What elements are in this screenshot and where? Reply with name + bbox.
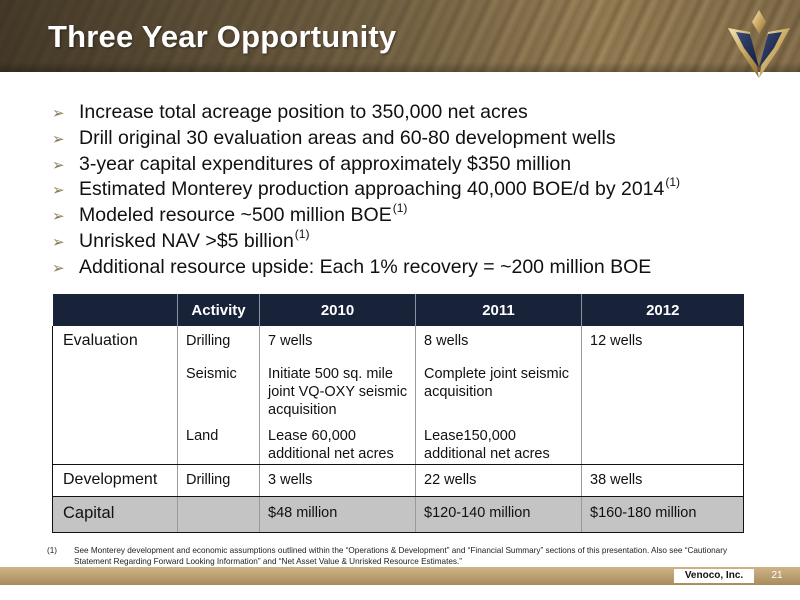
bullet-item: [52, 153, 772, 179]
bullet-item: [52, 175, 772, 204]
header-cell-blank: [53, 294, 178, 326]
page-number: 21: [771, 570, 783, 581]
footnote-ref: (1): [392, 201, 408, 216]
bullet-item: [52, 127, 772, 153]
company-name: Venoco, Inc.: [674, 569, 754, 583]
header-cell-activity: Activity: [178, 294, 260, 326]
cell-2010: Lease 60,000 additional net acres: [260, 422, 416, 464]
activity-cell: Drilling: [178, 326, 260, 360]
arrow-bullet-icon: ➢: [52, 105, 65, 122]
footnote-ref: (1): [665, 175, 681, 190]
bullet-text: Drill original 30 evaluation areas and 60-80 development wells: [79, 126, 616, 149]
activity-table: [52, 294, 744, 533]
bullet-text: Unrisked NAV >$5 billion: [79, 229, 294, 252]
table-row: [53, 326, 744, 360]
activity-cell: Seismic: [178, 360, 260, 422]
bullet-item: [52, 226, 772, 256]
bullet-item: [52, 256, 772, 282]
arrow-bullet-icon: ➢: [52, 233, 65, 251]
header-cell-2012: 2012: [582, 294, 744, 326]
cell-2011: Lease150,000 additional net acres: [416, 422, 582, 464]
footnote-ref: (1): [294, 226, 310, 241]
row-label-evaluation: Evaluation: [53, 326, 178, 360]
cell-2010: 7 wells: [260, 326, 416, 360]
table-row: [53, 422, 744, 464]
cell-2010: 3 wells: [260, 464, 416, 496]
activity-cell: Land: [178, 422, 260, 464]
table-row-capital: [53, 496, 744, 532]
cell-2012: $160-180 million: [582, 496, 744, 532]
bullet-list: [52, 101, 772, 282]
cell-2012: [582, 422, 744, 464]
arrow-bullet-icon: ➢: [52, 130, 65, 148]
footnote-text: See Monterey development and economic assumptions outlined within the “Operations & Development” and “Financial Summary” sections of this presentation. Also see “Cautionary Statement Regarding Forward Looking Information” and “Net Asset Value & Unrisked Resource Estimates.”: [74, 546, 728, 566]
bullet-text: Modeled resource ~500 million BOE: [79, 204, 392, 227]
venoco-v-logo-icon: [726, 6, 792, 92]
cell-2011: 22 wells: [416, 464, 582, 496]
cell-2012: [582, 360, 744, 422]
header-cell-2011: 2011: [416, 294, 582, 326]
footnote-marker: (1): [47, 546, 58, 555]
activity-cell: [178, 496, 260, 532]
activity-cell: Drilling: [178, 464, 260, 496]
header-cell-2010: 2010: [260, 294, 416, 326]
arrow-bullet-icon: ➢: [52, 259, 65, 277]
table-row: [53, 464, 744, 496]
cell-2010: $48 million: [260, 496, 416, 532]
row-label-empty: [53, 360, 178, 422]
table-header-row: [53, 294, 744, 326]
arrow-bullet-icon: ➢: [52, 182, 65, 200]
bullet-item: [52, 101, 772, 127]
bullet-text: Increase total acreage position to 350,000 net acres: [79, 101, 528, 123]
arrow-bullet-icon: ➢: [52, 156, 65, 174]
bullet-text: Additional resource upside: Each 1% recovery = ~200 million BOE: [79, 255, 652, 278]
arrow-bullet-icon: ➢: [52, 208, 65, 226]
row-label-empty: [53, 422, 178, 464]
table-row: [53, 360, 744, 422]
cell-2011: $120-140 million: [416, 496, 582, 532]
cell-2011: 8 wells: [416, 326, 582, 360]
cell-2012: 38 wells: [582, 464, 744, 496]
bullet-text: 3-year capital expenditures of approximately $350 million: [79, 152, 572, 175]
cell-2011: Complete joint seismic acquisition: [416, 360, 582, 422]
footnote: [47, 545, 752, 567]
cell-2012: 12 wells: [582, 326, 744, 360]
row-label-capital: Capital: [53, 496, 178, 532]
bullet-text: Estimated Monterey production approaching 40,000 BOE/d by 2014: [79, 178, 665, 201]
row-label-development: Development: [53, 464, 178, 496]
page-title: Three Year Opportunity: [48, 19, 397, 54]
header-banner: [0, 0, 800, 72]
bullet-item: [52, 201, 772, 230]
cell-2010: Initiate 500 sq. mile joint VQ-OXY seismic acquisition: [260, 360, 416, 422]
